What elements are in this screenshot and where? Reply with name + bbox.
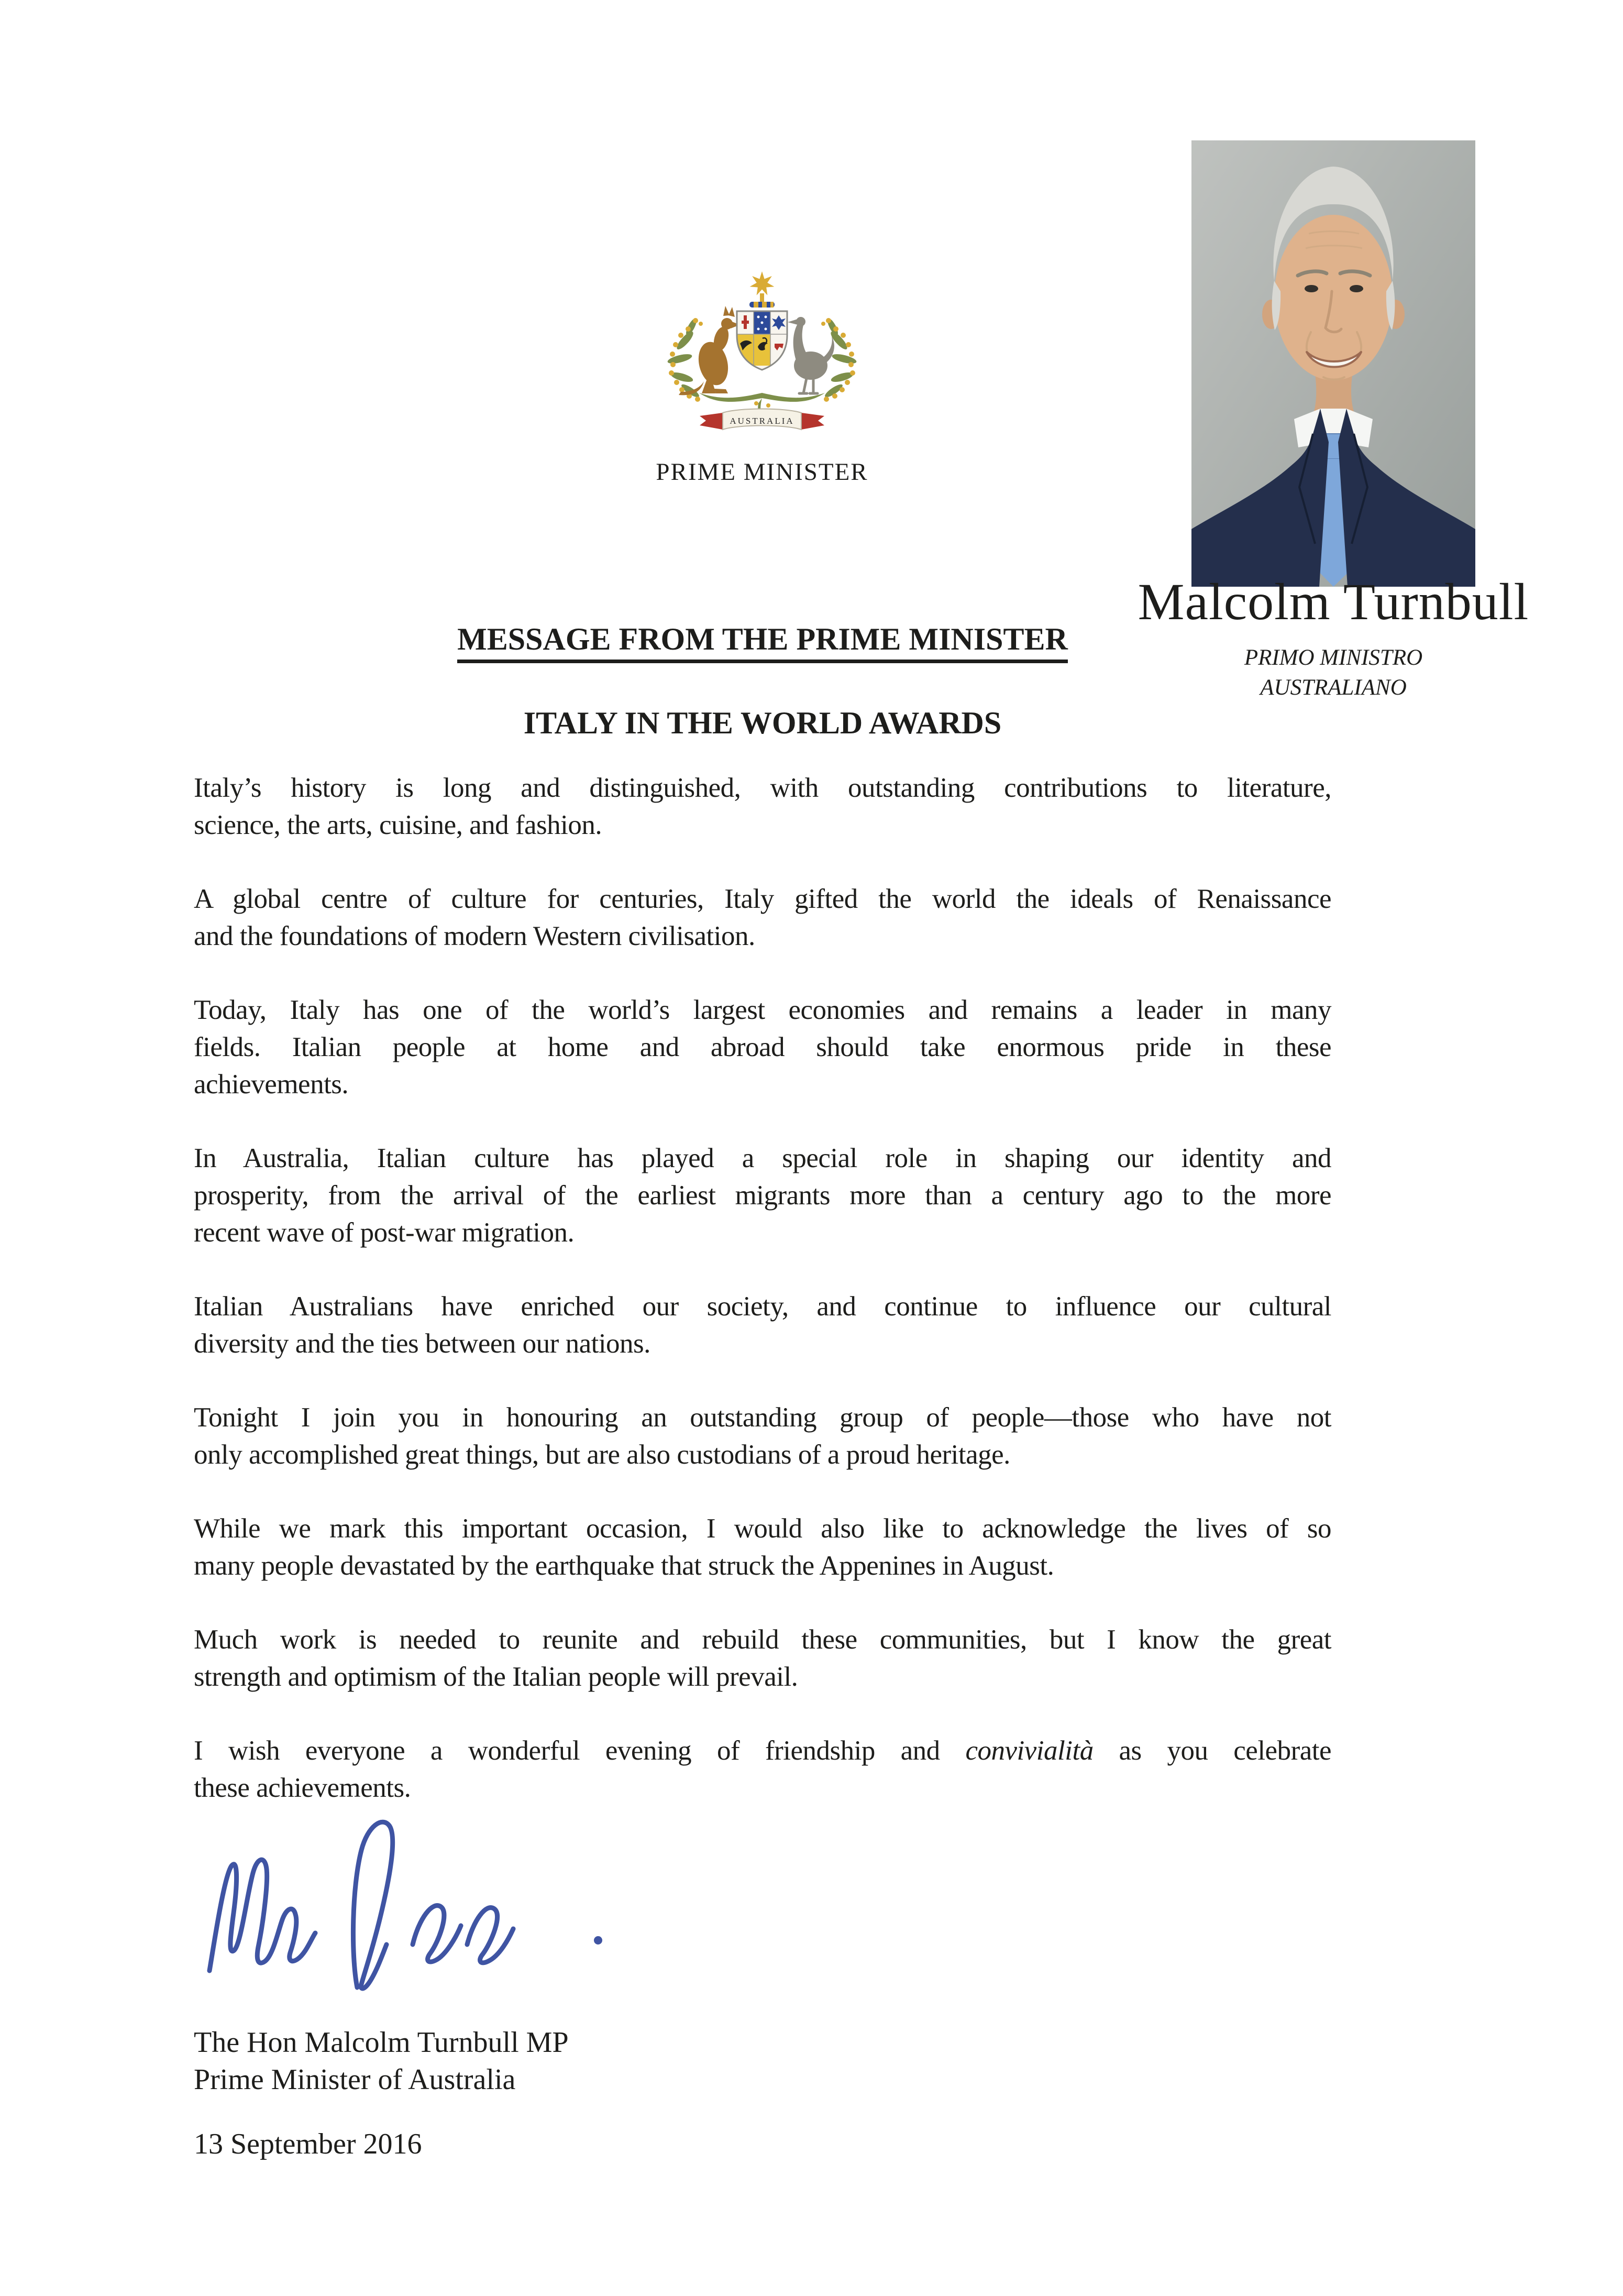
text-line <box>194 1732 1331 1770</box>
letter-body <box>194 770 1331 1843</box>
text-segment: many people devastated by the earthquake that struck the Appenines in August. <box>194 1551 1054 1581</box>
text-line <box>194 918 1331 955</box>
text-segment: In Australia, Italian culture has played a special role in shaping our identity and <box>194 1143 1331 1173</box>
text-segment: only accomplished great things, but are also custodians of a proud heritage. <box>194 1440 1010 1470</box>
text-line <box>194 1177 1331 1214</box>
paragraph <box>194 1510 1331 1585</box>
text-line <box>194 1066 1331 1103</box>
official-subtitle-line2: AUSTRALIANO <box>1260 675 1407 700</box>
text-line <box>194 1029 1331 1066</box>
text-line <box>194 1214 1331 1251</box>
text-segment: prosperity, from the arrival of the earliest migrants more than a century ago to the more <box>194 1180 1331 1211</box>
text-segment: Italian Australians have enriched our society, and continue to influence our cultural <box>194 1291 1331 1322</box>
paragraph <box>194 1621 1331 1696</box>
text-line <box>194 1770 1331 1807</box>
signature <box>199 1814 608 1992</box>
text-line <box>194 881 1331 918</box>
text-line <box>194 1399 1331 1436</box>
text-segment: While we mark this important occasion, I would also like to acknowledge the lives of so <box>194 1513 1331 1544</box>
paragraph <box>194 992 1331 1103</box>
crest-title: PRIME MINISTER <box>656 458 868 486</box>
text-segment: Today, Italy has one of the world’s largest economies and remains a leader in many <box>194 995 1331 1025</box>
text-line <box>194 807 1331 844</box>
text-segment: Tonight I join you in honouring an outstanding group of people—those who have not <box>194 1402 1331 1433</box>
signatory-title: Prime Minister of Australia <box>194 2063 516 2096</box>
text-segment: Much work is needed to reunite and rebuild these communities, but I know the great <box>194 1624 1331 1655</box>
text-line <box>194 1325 1331 1363</box>
portrait-photo <box>1191 140 1475 587</box>
text-line <box>194 1621 1331 1658</box>
text-segment: fields. Italian people at home and abroad should take enormous pride in these <box>194 1032 1331 1062</box>
official-subtitle-line1: PRIMO MINISTRO <box>1244 645 1423 670</box>
ribbon-text: AUSTRALIA <box>730 416 794 426</box>
heading-event: ITALY IN THE WORLD AWARDS <box>523 706 1002 740</box>
text-segment: science, the arts, cuisine, and fashion. <box>194 810 602 840</box>
signatory-name: The Hon Malcolm Turnbull MP <box>194 2026 569 2059</box>
text-segment: A global centre of culture for centuries, Italy gifted the world the ideals of Renaissance <box>194 884 1331 914</box>
official-name: Malcolm Turnbull <box>1138 573 1529 631</box>
text-line <box>194 1436 1331 1474</box>
text-segment: recent wave of post-war migration. <box>194 1217 575 1248</box>
text-line <box>194 1288 1331 1325</box>
heading-main <box>194 620 1331 658</box>
paragraph <box>194 881 1331 955</box>
text-segment: as you celebrate <box>1093 1735 1332 1766</box>
text-line <box>194 1547 1331 1585</box>
paragraph <box>194 1399 1331 1474</box>
text-segment: Italy’s history is long and distinguished, with outstanding contributions to literature, <box>194 773 1331 803</box>
letter-date: 13 September 2016 <box>194 2128 422 2160</box>
text-segment: these achievements. <box>194 1773 411 1803</box>
text-line <box>194 770 1331 807</box>
coat-of-arms <box>649 261 875 449</box>
text-segment: diversity and the ties between our nations. <box>194 1328 650 1359</box>
paragraph <box>194 1140 1331 1251</box>
text-segment: strength and optimism of the Italian people will prevail. <box>194 1662 798 1692</box>
heading-main-text: MESSAGE FROM THE PRIME MINISTER <box>457 622 1068 663</box>
ribbon-banner <box>700 409 824 430</box>
text-segment: I wish everyone a wonderful evening of friendship and <box>194 1735 966 1766</box>
text-segment: achievements. <box>194 1069 349 1100</box>
shield-icon <box>737 311 787 370</box>
text-line <box>194 1140 1331 1177</box>
italic-word: convivialità <box>965 1735 1094 1766</box>
paragraph <box>194 1732 1331 1807</box>
torse <box>749 302 775 307</box>
paragraph <box>194 770 1331 844</box>
text-line <box>194 1510 1331 1547</box>
star-icon <box>750 271 775 303</box>
text-line <box>194 1658 1331 1696</box>
signoff-block <box>194 2024 569 2099</box>
text-line <box>194 992 1331 1029</box>
text-segment: and the foundations of modern Western civilisation. <box>194 921 755 951</box>
paragraph <box>194 1288 1331 1363</box>
emu-icon <box>788 317 834 393</box>
